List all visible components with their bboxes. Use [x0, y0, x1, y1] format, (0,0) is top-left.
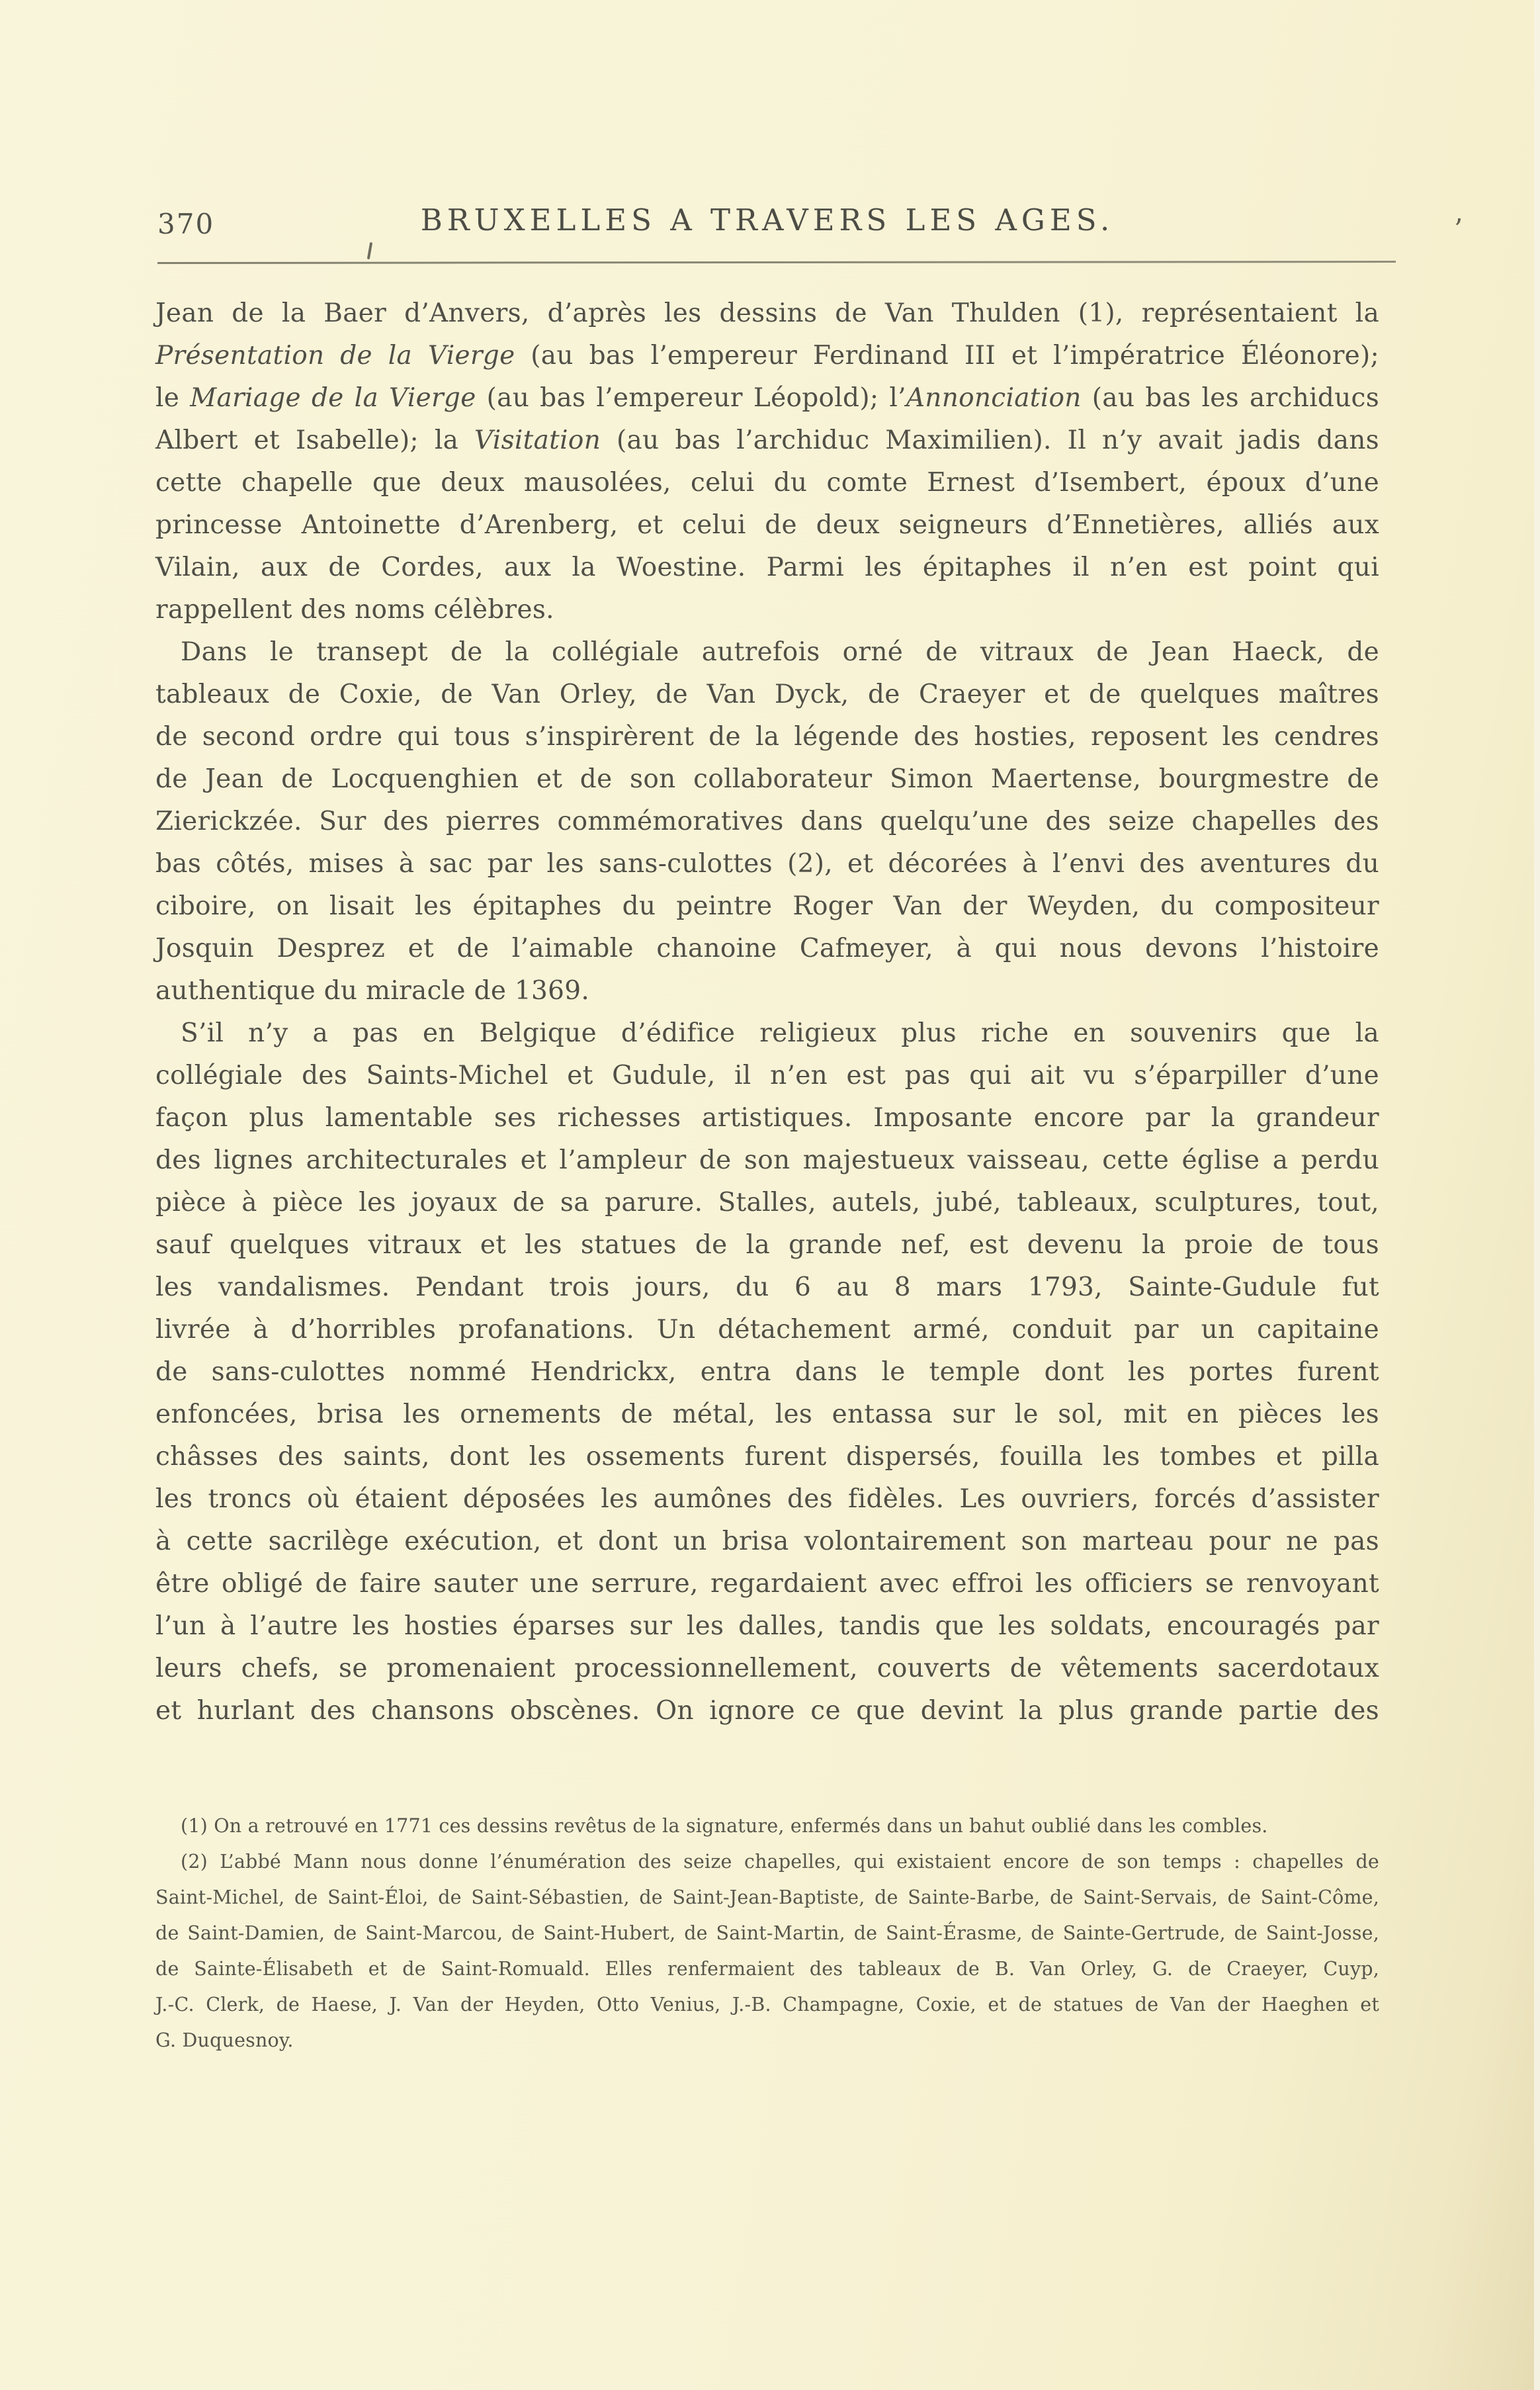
paragraph: [155, 1844, 1379, 2058]
paragraph: [155, 1808, 1379, 1844]
text-line: Dans le transept de la collégiale autrefois orné de vitraux de Jean Haeck, de: [181, 637, 1379, 667]
text-line: de Saint-Damien, de Saint-Marcou, de Saint-Hubert, de Saint-Martin, de Saint-Érasme, de Sainte-Gertrude, de Saint-Josse,: [155, 1922, 1379, 1944]
text-line: livrée à d’horribles profanations. Un détachement armé, conduit par un capitaine: [155, 1315, 1379, 1345]
text-line: Présentation de la Vierge (au bas l’empereur Ferdinand III et l’impératrice Éléonore);: [155, 341, 1379, 371]
text-line: de Jean de Locquenghien et de son collaborateur Simon Maertense, bourgmestre de: [155, 764, 1379, 794]
text-line: (2) L’abbé Mann nous donne l’énumération des seize chapelles, qui existaient encore de son temps : chapelles de: [181, 1851, 1379, 1873]
text-line: le Mariage de la Vierge (au bas l’empereur Léopold); l’Annonciation (au bas les archiducs: [155, 383, 1380, 413]
text-line: J.-C. Clerk, de Haese, J. Van der Heyden, Otto Venius, J.-B. Champagne, Coxie, et de statues de Van der Haeghen et: [155, 1994, 1379, 2015]
paragraph: [155, 631, 1379, 1012]
text-line: pièce à pièce les joyaux de sa parure. Stalles, autels, jubé, tableaux, sculptures, tout,: [155, 1188, 1379, 1217]
text-line: façon plus lamentable ses richesses artistiques. Imposante encore par la grandeur: [155, 1103, 1379, 1133]
ink-tick-mark: [367, 242, 372, 259]
running-title: BRUXELLES A TRAVERS LES AGES.: [420, 202, 1115, 238]
text-line: enfoncées, brisa les ornements de métal, les entassa sur le sol, mit en pièces les: [155, 1399, 1379, 1429]
text-line: rappellent des noms célèbres.: [155, 595, 554, 625]
text-line: authentique du miracle de 1369.: [155, 976, 590, 1006]
text-line: des lignes architecturales et l’ampleur de son majestueux vaisseau, cette église a perdu: [155, 1145, 1379, 1175]
page-edge: [1534, 0, 1540, 2390]
text-line: et hurlant des chansons obscènes. On ignore ce que devint la plus grande partie des: [155, 1696, 1379, 1726]
text-line: princesse Antoinette d’Arenberg, et celui de deux seigneurs d’Ennetières, alliés aux: [155, 510, 1379, 540]
text-line: collégiale des Saints-Michel et Gudule, il n’en est pas qui ait vu s’éparpiller d’une: [155, 1061, 1379, 1090]
paragraph: [155, 1012, 1379, 1732]
text-line: châsses des saints, dont les ossements furent dispersés, fouilla les tombes et pilla: [155, 1442, 1379, 1472]
text-line: Zierickzée. Sur des pierres commémoratives dans quelqu’une des seize chapelles des: [155, 807, 1379, 836]
text-line: ciboire, on lisait les épitaphes du peintre Roger Van der Weyden, du compositeur: [155, 891, 1379, 921]
text-line: être obligé de faire sauter une serrure, regardaient avec effroi les officiers se renvoyant: [155, 1569, 1379, 1599]
stray-ink-mark: ’: [1454, 213, 1463, 245]
text-line: (1) On a retrouvé en 1771 ces dessins revêtus de la signature, enfermés dans un bahut oublié dans les combles.: [181, 1815, 1268, 1837]
text-line: Jean de la Baer d’Anvers, d’après les dessins de Van Thulden (1), représentaient la: [155, 298, 1379, 328]
text-line: l’un à l’autre les hosties éparses sur les dalles, tandis que les soldats, encouragés par: [155, 1611, 1379, 1641]
page-number: 370: [157, 208, 215, 240]
text-line: Saint-Michel, de Saint-Éloi, de Saint-Sébastien, de Saint-Jean-Baptiste, de Sainte-Barbe, de Saint-Servais, de Saint-Côme,: [155, 1886, 1379, 1908]
text-line: Josquin Desprez et de l’aimable chanoine Cafmeyer, à qui nous devons l’histoire: [155, 934, 1379, 963]
header-rule: [157, 261, 1396, 264]
text-line: Albert et Isabelle); la Visitation (au bas l’archiduc Maximilien). Il n’y avait jadis dans: [155, 425, 1379, 455]
text-line: tableaux de Coxie, de Van Orley, de Van Dyck, de Craeyer et de quelques maîtres: [155, 680, 1379, 709]
footnotes: [155, 1808, 1379, 2058]
text-line: bas côtés, mises à sac par les sans-culottes (2), et décorées à l’envi des aventures du: [155, 849, 1379, 879]
text-line: de sans-culottes nommé Hendrickx, entra dans le temple dont les portes furent: [155, 1357, 1379, 1387]
text-line: les vandalismes. Pendant trois jours, du 6 au 8 mars 1793, Sainte-Gudule fut: [155, 1272, 1379, 1302]
text-line: Vilain, aux de Cordes, aux la Woestine. Parmi les épitaphes il n’en est point qui: [155, 553, 1379, 582]
text-line: sauf quelques vitraux et les statues de la grande nef, est devenu la proie de tous: [155, 1230, 1379, 1260]
text-line: à cette sacrilège exécution, et dont un brisa volontairement son marteau pour ne pas: [155, 1527, 1379, 1556]
body-text: [155, 292, 1379, 1732]
text-line: G. Duquesnoy.: [155, 2029, 294, 2051]
paragraph: [155, 292, 1379, 631]
text-line: de second ordre qui tous s’inspirèrent de la légende des hosties, reposent les cendres: [155, 722, 1379, 752]
text-line: de Sainte-Élisabeth et de Saint-Romuald. Elles renfermaient des tableaux de B. Van Orley, G. de Craeyer, Cuyp,: [155, 1958, 1379, 1980]
text-line: cette chapelle que deux mausolées, celui du comte Ernest d’Isembert, époux d’une: [155, 468, 1379, 498]
text-line: les troncs où étaient déposées les aumônes des fidèles. Les ouvriers, forcés d’assister: [155, 1484, 1379, 1514]
text-line: leurs chefs, se promenaient processionnellement, couverts de vêtements sacerdotaux: [155, 1654, 1379, 1683]
text-line: S’il n’y a pas en Belgique d’édifice religieux plus riche en souvenirs que la: [181, 1018, 1379, 1048]
